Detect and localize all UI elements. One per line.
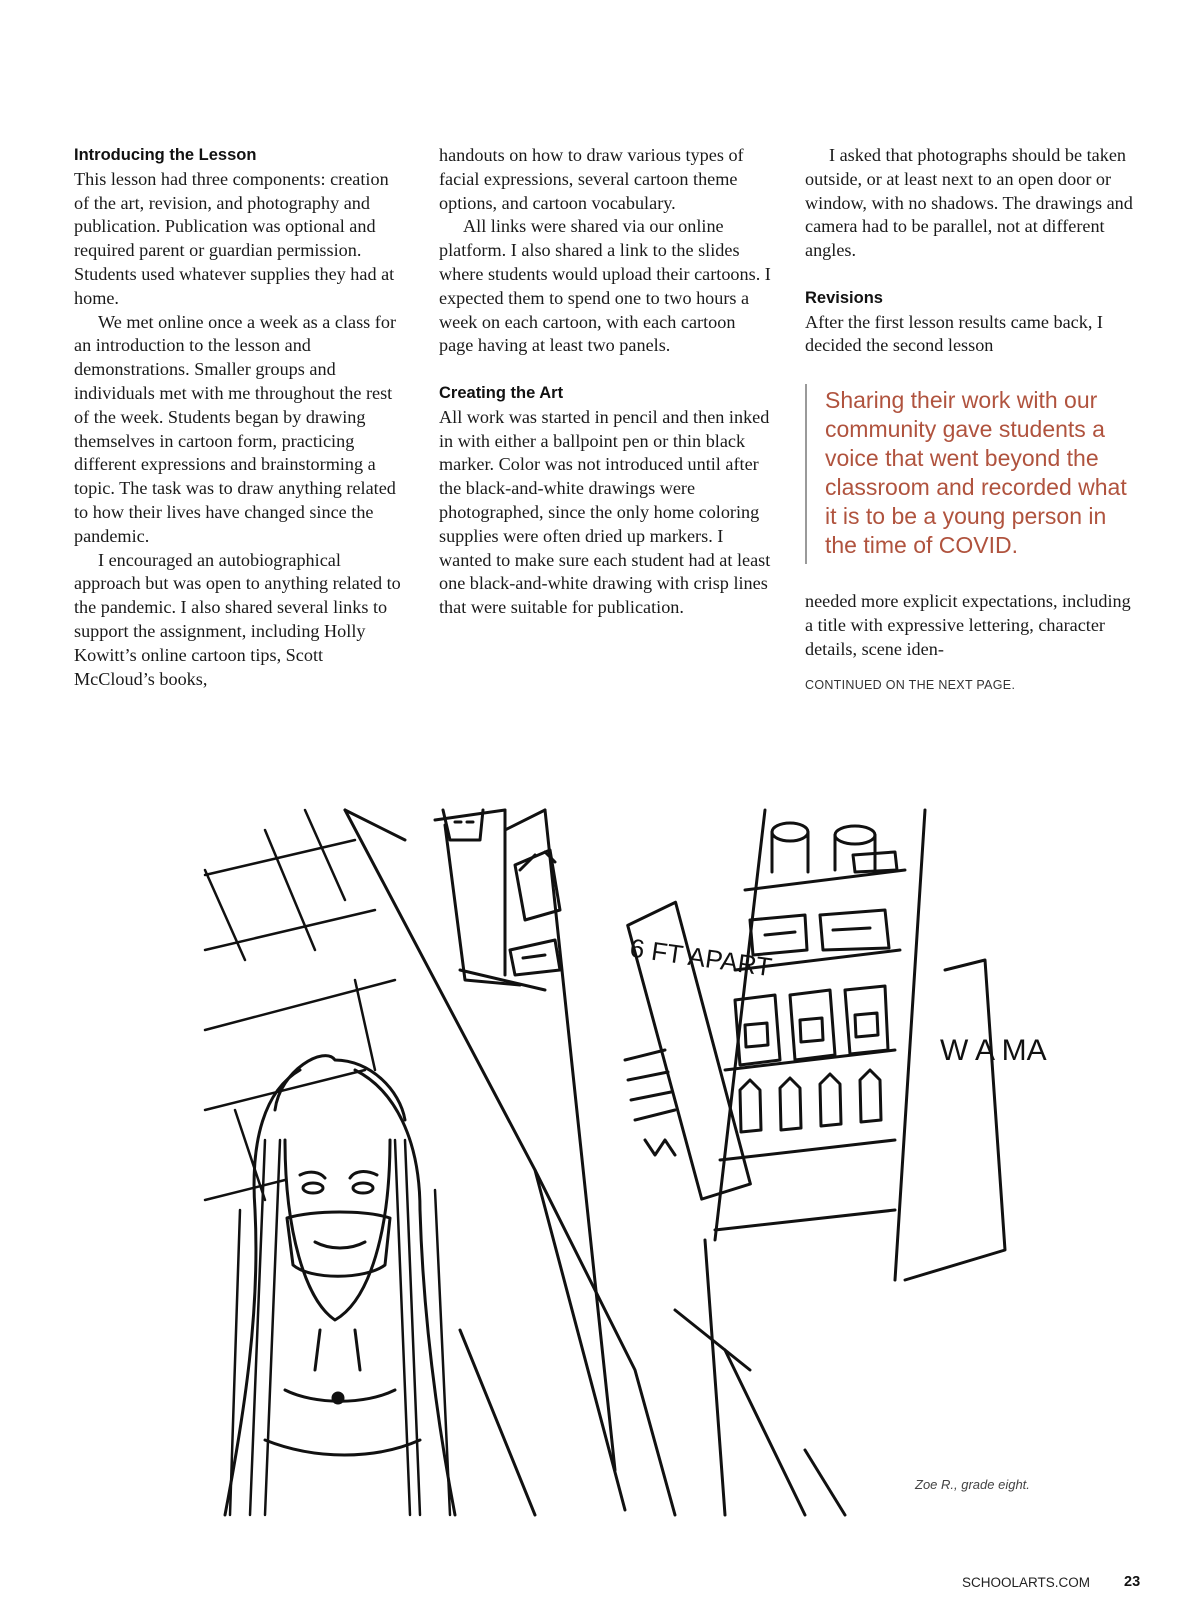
paragraph: I asked that photographs should be taken outside, or at least next to an open door or window, with no shadows. The drawings and camera had to be parallel, not at different angles.: [805, 145, 1133, 261]
pull-quote: Sharing their work with our community gave students a voice that went beyond the classroom and recorded what it is to be a young person in the time of COVID.: [805, 384, 1137, 564]
wall-sign-text: W A MA: [940, 1034, 1047, 1067]
paragraph: After the first lesson results came back, I decided the second lesson: [805, 311, 1103, 356]
paragraph: This lesson had three components: creation of the art, revision, and photography and publication. Publication was optional and required parent or guardian permission. Students used whatever supplies they had at home.: [74, 168, 395, 308]
paragraph: All links were shared via our online platform. I also shared a link to the slides where students would upload their cartoons. I expected them to spend one to two hours a week on each cartoon, with each cartoon page having at least two panels.: [439, 216, 771, 356]
paragraph: I encouraged an autobiographical approach but was open to anything related to the pandemic. I also shared several links to support the assignment, including Holly Kowitt’s online cartoon tips, Scott McCloud’s books,: [74, 549, 401, 689]
paragraph: handouts on how to draw various types of facial expressions, several cartoon theme options, and cartoon vocabulary.: [439, 145, 744, 213]
paragraph: needed more explicit expectations, including a title with expressive lettering, character details, scene iden-: [805, 591, 1131, 659]
paragraph: We met online once a week as a class for an introduction to the lesson and demonstrations. Smaller groups and individuals met with me throughout the rest of the week. Students began by drawing themselves in cartoon form, practicing different expressions and brainstorming a topic. The task was to draw anything related to how their lives have changed since the pandemic.: [74, 311, 396, 546]
page-number: 23: [1124, 1574, 1141, 1590]
sign-text: 6 FT APART: [628, 932, 774, 983]
floor-tiles: [205, 810, 395, 1200]
girl-figure: [225, 1056, 455, 1515]
artwork-caption: Zoe R., grade eight.: [915, 1477, 1030, 1492]
footer-site-url: SCHOOLARTS.COM: [962, 1575, 1091, 1590]
wall-sign: [905, 960, 1005, 1280]
text-column-1: [74, 144, 406, 691]
paragraph: All work was started in pencil and then inked in with either a ballpoint pen or thin black marker. Color was not introduced until after the black-and-white drawings were photographed, since the only home coloring supplies were often dried up markers. I wanted to make sure each student had at least one black-and-white drawing with crisp lines that were suitable for publication.: [439, 406, 771, 618]
section-heading-introducing: Introducing the Lesson: [74, 146, 257, 164]
continued-note: CONTINUED ON THE NEXT PAGE.: [805, 677, 1016, 692]
text-column-2: [439, 144, 771, 620]
aisle-lines: [345, 810, 845, 1515]
section-heading-creating: Creating the Art: [439, 383, 564, 402]
text-column-3: [805, 144, 1137, 697]
section-heading-revisions: Revisions: [805, 288, 883, 307]
left-shelf: [345, 810, 615, 1470]
student-cartoon-drawing: [205, 810, 1047, 1515]
right-shelf: [715, 810, 925, 1280]
